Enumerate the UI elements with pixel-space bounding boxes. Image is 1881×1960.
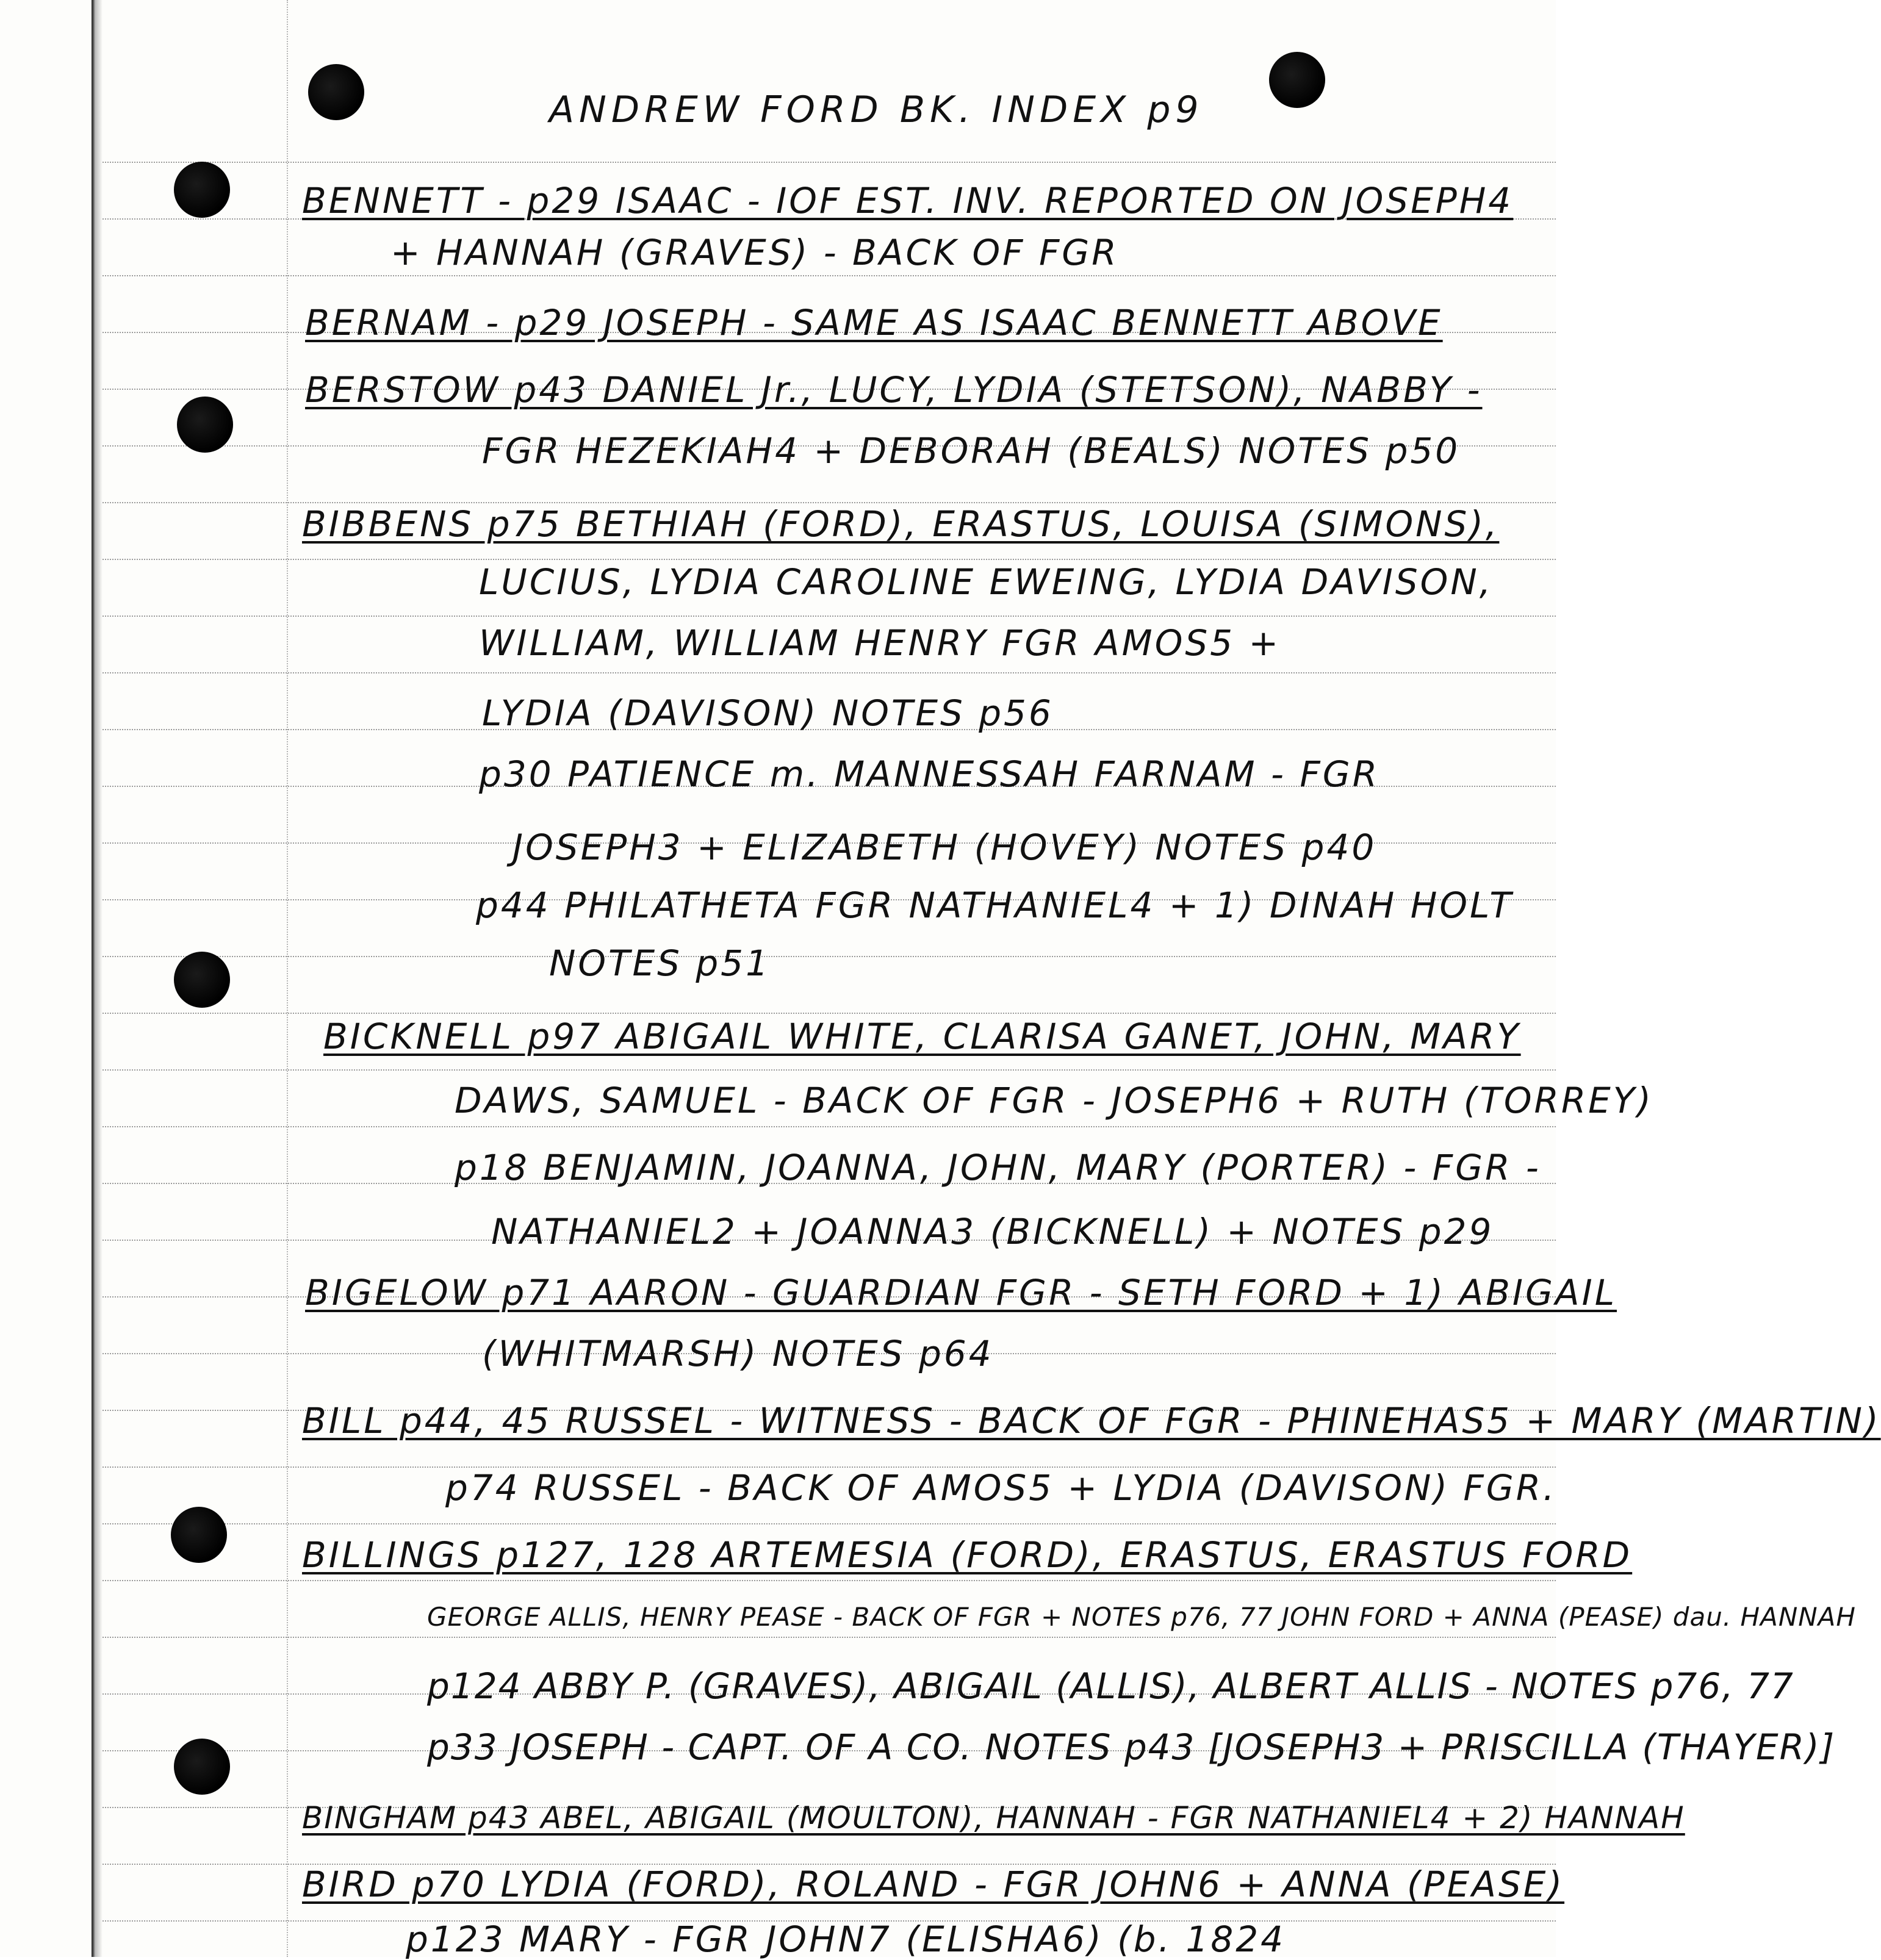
index-line: BILLINGS p127, 128 ARTEMESIA (FORD), ERASTUS, ERASTUS FORD xyxy=(302,1534,1633,1576)
page-title: ANDREW FORD BK. INDEX p9 xyxy=(549,88,1204,131)
index-line: WILLIAM, WILLIAM HENRY FGR AMOS5 + xyxy=(479,622,1281,664)
index-line: LYDIA (DAVISON) NOTES p56 xyxy=(482,692,1054,734)
punch-hole xyxy=(174,952,230,1008)
ruled-line xyxy=(103,1126,1556,1127)
index-line: BICKNELL p97 ABIGAIL WHITE, CLARISA GANET, JOHN, MARY xyxy=(323,1016,1521,1057)
index-line: BERNAM - p29 JOSEPH - SAME AS ISAAC BENNETT ABOVE xyxy=(305,302,1443,343)
punch-hole xyxy=(174,162,230,218)
index-line: BERSTOW p43 DANIEL Jr., LUCY, LYDIA (STETSON), NABBY - xyxy=(305,369,1483,411)
index-line: p123 MARY - FGR JOHN7 (ELISHA6) (b. 1824 xyxy=(406,1919,1286,1960)
ruled-line xyxy=(103,162,1556,163)
ruled-line xyxy=(103,1637,1556,1638)
index-line: BILL p44, 45 RUSSEL - WITNESS - BACK OF FGR - PHINEHAS5 + MARY (MARTIN) xyxy=(302,1400,1881,1441)
ruled-line xyxy=(103,559,1556,560)
index-line: GEORGE ALLIS, HENRY PEASE - BACK OF FGR + NOTES p76, 77 JOHN FORD + ANNA (PEASE) dau. HANNAH xyxy=(427,1602,1856,1632)
index-line: p44 PHILATHETA FGR NATHANIEL4 + 1) DINAH HOLT xyxy=(476,885,1514,926)
index-line: + HANNAH (GRAVES) - BACK OF FGR xyxy=(390,232,1119,273)
ruled-line xyxy=(103,616,1556,617)
ruled-line xyxy=(103,1013,1556,1014)
index-line: p74 RUSSEL - BACK OF AMOS5 + LYDIA (DAVISON) FGR. xyxy=(445,1467,1557,1509)
ruled-line xyxy=(103,275,1556,276)
index-line: p33 JOSEPH - CAPT. OF A CO. NOTES p43 [JOSEPH3 + PRISCILLA (THAYER)] xyxy=(427,1726,1836,1768)
index-line: BENNETT - p29 ISAAC - IOF EST. INV. REPORTED ON JOSEPH4 xyxy=(302,180,1514,221)
index-line: NOTES p51 xyxy=(549,942,771,984)
ruled-line xyxy=(103,956,1556,957)
margin-line xyxy=(287,0,288,1957)
index-line: BINGHAM p43 ABEL, ABIGAIL (MOULTON), HANNAH - FGR NATHANIEL4 + 2) HANNAH xyxy=(302,1800,1685,1836)
page-left-edge xyxy=(92,0,103,1957)
index-line: LUCIUS, LYDIA CAROLINE EWEING, LYDIA DAVISON, xyxy=(479,561,1494,603)
index-line: BIRD p70 LYDIA (FORD), ROLAND - FGR JOHN6 + ANNA (PEASE) xyxy=(302,1864,1565,1905)
index-line: JOSEPH3 + ELIZABETH (HOVEY) NOTES p40 xyxy=(513,827,1377,868)
punch-hole xyxy=(174,1739,230,1795)
punch-hole xyxy=(171,1507,227,1563)
punch-hole xyxy=(177,397,233,453)
index-line: p30 PATIENCE m. MANNESSAH FARNAM - FGR xyxy=(479,753,1380,795)
index-line: BIBBENS p75 BETHIAH (FORD), ERASTUS, LOUISA (SIMONS), xyxy=(302,503,1500,545)
ruled-line xyxy=(103,1523,1556,1524)
index-line: (WHITMARSH) NOTES p64 xyxy=(482,1333,994,1374)
ruled-line xyxy=(103,1069,1556,1071)
index-line: FGR HEZEKIAH4 + DEBORAH (BEALS) NOTES p50 xyxy=(482,430,1461,472)
index-line: DAWS, SAMUEL - BACK OF FGR - JOSEPH6 + RUTH (TORREY) xyxy=(455,1080,1653,1121)
index-line: BIGELOW p71 AARON - GUARDIAN FGR - SETH FORD + 1) ABIGAIL xyxy=(305,1272,1617,1313)
ruled-line xyxy=(103,1580,1556,1581)
punch-hole xyxy=(308,64,364,120)
index-line: p18 BENJAMIN, JOANNA, JOHN, MARY (PORTER) - FGR - xyxy=(455,1147,1541,1188)
index-line: p124 ABBY P. (GRAVES), ABIGAIL (ALLIS), ALBERT ALLIS - NOTES p76, 77 xyxy=(427,1665,1794,1707)
index-line: NATHANIEL2 + JOANNA3 (BICKNELL) + NOTES p29 xyxy=(491,1211,1494,1252)
ruled-line xyxy=(103,672,1556,673)
punch-hole xyxy=(1269,52,1325,108)
